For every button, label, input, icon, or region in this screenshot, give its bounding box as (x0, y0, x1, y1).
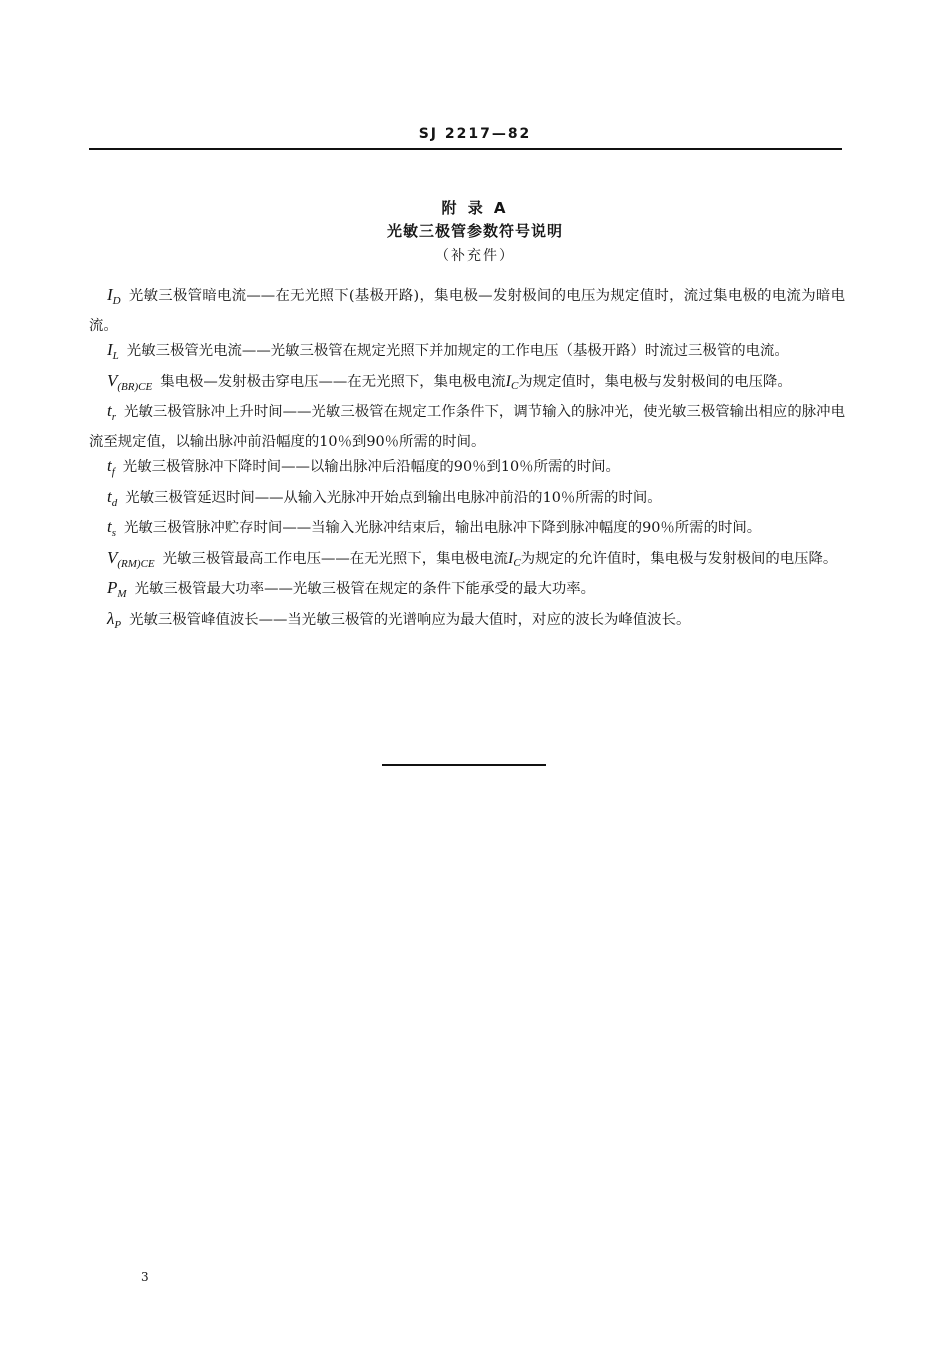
symbol: $V_{(RM)CE}$ (107, 547, 155, 570)
page-number: 3 (141, 1270, 149, 1284)
header-rule (89, 148, 842, 150)
definition-text: 光敏三极管脉冲上升时间——光敏三极管在规定工作条件下，调节输入的脉冲光，使光敏三极管输出相应的脉冲电流至规定值，以输出脉冲前沿幅度的10％到90％所需的时间。 (89, 404, 845, 450)
definition-max-working-voltage (89, 546, 845, 577)
standard-code: SJ 2217—82 (418, 126, 532, 142)
definition-fall-time (89, 454, 845, 485)
definition-rise-time (89, 399, 845, 454)
definition-text: 为规定值时，集电极与发射极间的电压降。 (518, 373, 792, 390)
symbol: $I_L$ (107, 340, 119, 362)
definition-text: 光敏三极管光电流——光敏三极管在规定光照下并加规定的工作电压（基极开路）时流过三极管的电流。 (126, 343, 789, 359)
definition-dark-current (89, 283, 845, 338)
collector-current-symbol: $I_C$ (505, 372, 519, 392)
appendix-note: （补充件） (435, 248, 515, 264)
symbol: $t_s$ (107, 517, 117, 539)
definition-text: 光敏三极管脉冲贮存时间——当输入光脉冲结束后，输出电脉冲下降到脉冲幅度的90％所需的时间。 (124, 520, 762, 536)
definition-text: 光敏三极管脉冲下降时间——以输出脉冲后沿幅度的90％到10％所需的时间。 (122, 459, 620, 475)
symbol: $t_f$ (107, 456, 115, 478)
definition-text: 为规定的允许值时，集电极与发射极间的电压降。 (520, 550, 838, 567)
definition-list (89, 283, 845, 637)
symbol: $V_{(BR)CE}$ (107, 370, 153, 393)
definition-text: 集电极—发射极击穿电压——在无光照下，集电极电流 (160, 373, 506, 390)
definition-text: 光敏三极管延迟时间——从输入光脉冲开始点到输出电脉冲前沿的10％所需的时间。 (125, 489, 662, 506)
definition-text: 光敏三极管暗电流——在无光照下(基极开路)，集电极—发射极间的电压为规定值时，流过集电极的电流为暗电流。 (89, 288, 845, 334)
appendix-label: 附 录 A (441, 199, 509, 217)
definition-text: 光敏三极管最高工作电压——在无光照下，集电极电流 (162, 550, 509, 567)
definition-text: 光敏三极管最大功率——光敏三极管在规定的条件下能承受的最大功率。 (134, 581, 596, 597)
end-rule (382, 764, 546, 766)
symbol: $\lambda_P$ (107, 608, 122, 631)
symbol: $t_d$ (107, 486, 118, 509)
definition-breakdown-voltage (89, 369, 845, 400)
symbol: $P_M$ (107, 578, 127, 600)
definition-delay-time (89, 485, 845, 516)
definition-max-power (89, 576, 845, 607)
collector-current-symbol: $I_C$ (508, 549, 521, 569)
definition-storage-time (89, 515, 845, 546)
symbol: $I_D$ (107, 285, 121, 307)
appendix-title: 光敏三极管参数符号说明 (386, 222, 563, 240)
definition-peak-wavelength (89, 607, 845, 638)
symbol: $t_r$ (107, 401, 117, 423)
definition-light-current (89, 338, 845, 369)
definition-text: 光敏三极管峰值波长——当光敏三极管的光谱响应为最大值时，对应的波长为峰值波长。 (129, 611, 691, 628)
